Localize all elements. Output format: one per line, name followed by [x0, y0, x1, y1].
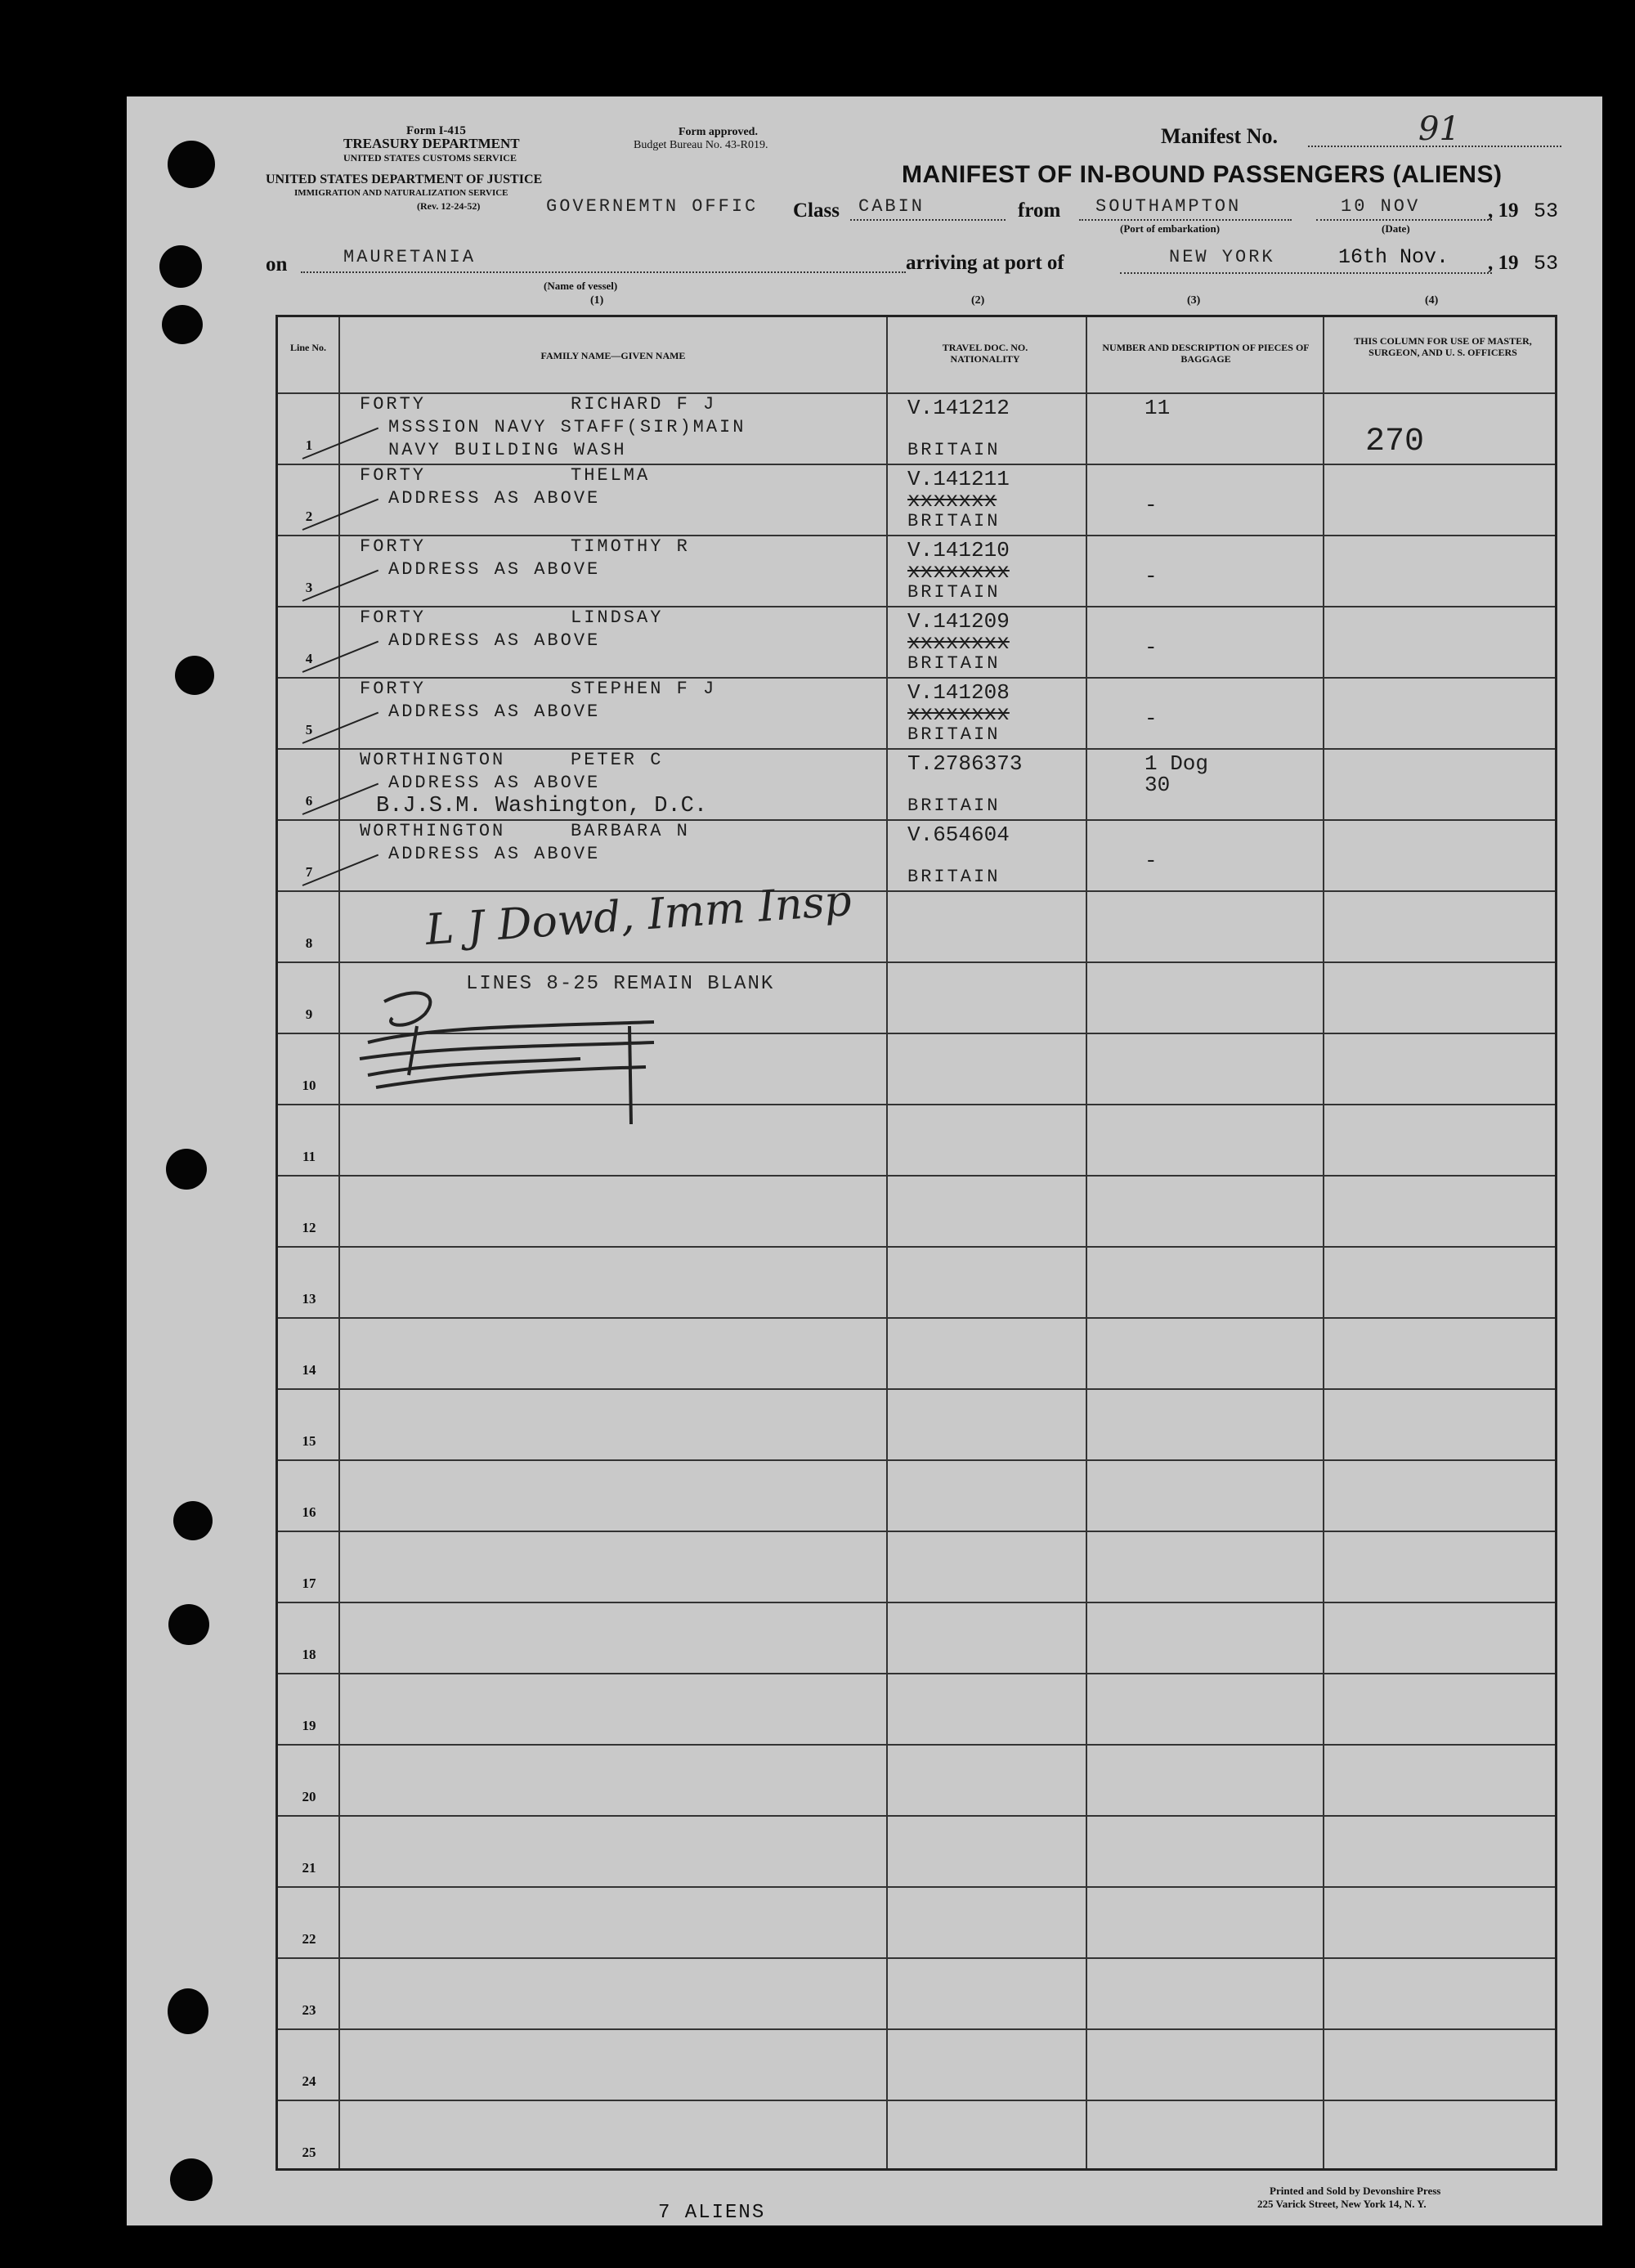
ins-service: IMMIGRATION AND NATURALIZATION SERVICE: [294, 188, 508, 198]
family-name: FORTY: [360, 394, 427, 415]
row-rule: [278, 1886, 1555, 1888]
office-field: GOVERNEMTN OFFIC: [546, 196, 759, 217]
line-number: 14: [302, 1362, 316, 1378]
officers-col-num: (4): [1425, 294, 1439, 307]
binder-hole: [162, 305, 203, 344]
manifest-no-line: [1308, 146, 1561, 147]
col-divider: [886, 317, 888, 2168]
line-number: 21: [302, 1860, 316, 1876]
date-value: 10 NOV: [1341, 196, 1421, 217]
given-name: THELMA: [571, 465, 651, 486]
nationality: BRITAIN: [907, 511, 1001, 531]
struck-doc-no: xxxxxxxx: [907, 630, 1010, 655]
travel-doc-no: V.654604: [907, 822, 1010, 847]
address-line: ADDRESS AS ABOVE: [388, 701, 601, 722]
baggage: 1 Dog: [1144, 751, 1209, 776]
line-number: 23: [302, 2002, 316, 2018]
baggage: -: [1144, 635, 1158, 660]
header-doc: TRAVEL DOC. NO. NATIONALITY: [942, 342, 1028, 365]
total-aliens: 7 ALIENS: [658, 2202, 766, 2224]
header-rule: [278, 392, 1555, 394]
line-number: 11: [302, 1149, 316, 1164]
arrival-date: 16th Nov.: [1338, 245, 1449, 269]
manifest-table: [275, 315, 1557, 2171]
baggage: -: [1144, 564, 1158, 589]
given-name: STEPHEN F J: [571, 679, 717, 699]
nationality: BRITAIN: [907, 440, 1001, 460]
doc-col-num: (2): [971, 294, 985, 307]
line-number: 16: [302, 1504, 316, 1520]
row-rule: [278, 1388, 1555, 1390]
address-line: ADDRESS AS ABOVE: [388, 630, 601, 651]
row-rule: [278, 2100, 1555, 2101]
row-rule: [278, 1602, 1555, 1603]
row-rule: [278, 1531, 1555, 1532]
row-rule: [278, 1175, 1555, 1177]
address-line: MSSSION NAVY STAFF(SIR)MAIN: [388, 417, 746, 437]
binder-hole: [168, 1604, 209, 1645]
line-number: 3: [305, 580, 313, 595]
family-name: FORTY: [360, 679, 427, 699]
line-number: 9: [305, 1006, 313, 1022]
address-line: ADDRESS AS ABOVE: [388, 773, 601, 793]
port-embark-caption: (Port of embarkation): [1120, 222, 1221, 235]
nationality: BRITAIN: [907, 653, 1001, 674]
treasury-dept: TREASURY DEPARTMENT: [343, 136, 520, 151]
line-number: 13: [302, 1291, 316, 1307]
line-number: 19: [302, 1718, 316, 1733]
row-rule: [278, 1673, 1555, 1674]
line-number: 18: [302, 1647, 316, 1662]
class-line: [850, 219, 1006, 221]
row-rule: [278, 1246, 1555, 1248]
binder-hole: [159, 245, 202, 288]
address-line-3: NAVY BUILDING WASH: [388, 440, 627, 460]
baggage: -: [1144, 849, 1158, 873]
line-number: 10: [302, 1078, 316, 1093]
line-number: 5: [305, 722, 313, 737]
given-name: LINDSAY: [571, 607, 664, 628]
address-line: ADDRESS AS ABOVE: [388, 488, 601, 509]
nationality: BRITAIN: [907, 724, 1001, 745]
vessel-col-num: (1): [590, 294, 604, 307]
class-label: Class: [793, 199, 840, 222]
manifest-no-label: Manifest No.: [1161, 124, 1278, 148]
on-label: on: [266, 253, 288, 276]
budget-bureau: Budget Bureau No. 43-R019.: [634, 139, 768, 151]
customs-service: UNITED STATES CUSTOMS SERVICE: [343, 152, 517, 164]
revision: (Rev. 12-24-52): [417, 200, 481, 212]
binder-hole: [170, 2158, 213, 2201]
address-line: ADDRESS AS ABOVE: [388, 559, 601, 580]
travel-doc-no: V.141210: [907, 538, 1010, 563]
binder-hole: [168, 141, 215, 188]
struck-doc-no: xxxxxxx: [907, 488, 997, 513]
binder-hole: [168, 1988, 208, 2034]
header-officers: THIS COLUMN FOR USE OF MASTER, SURGEON, AND U. S. OFFICERS: [1354, 335, 1532, 358]
nationality: BRITAIN: [907, 582, 1001, 603]
line-number: 2: [305, 509, 313, 524]
row-rule: [278, 535, 1555, 536]
arrival-port: NEW YORK: [1169, 247, 1275, 267]
year-prefix-2: , 19: [1488, 252, 1519, 274]
baggage: -: [1144, 493, 1158, 518]
row-rule: [278, 677, 1555, 679]
baggage-col-num: (3): [1187, 294, 1201, 307]
baggage: -: [1144, 706, 1158, 731]
vessel-name: MAURETANIA: [343, 247, 477, 267]
baggage: 11: [1144, 396, 1171, 420]
address-line-3: B.J.S.M. Washington, D.C.: [376, 794, 708, 818]
line-number: 12: [302, 1220, 316, 1235]
baggage-2: 30: [1144, 773, 1171, 797]
line-number: 20: [302, 1789, 316, 1804]
col-divider: [1086, 317, 1087, 2168]
row-rule: [278, 1459, 1555, 1461]
form-approved: Form approved.: [679, 126, 758, 138]
blank-lines-note: LINES 8-25 REMAIN BLANK: [466, 973, 775, 995]
line-number: 17: [302, 1575, 316, 1591]
row-rule: [278, 1957, 1555, 1959]
family-name: FORTY: [360, 536, 427, 557]
form-number: Form I-415: [406, 124, 466, 137]
row-rule: [278, 1815, 1555, 1817]
row-rule: [278, 606, 1555, 607]
line-number: 7: [305, 864, 313, 880]
nationality: BRITAIN: [907, 867, 1001, 887]
manifest-title: MANIFEST OF IN-BOUND PASSENGERS (ALIENS): [902, 161, 1503, 188]
travel-doc-no: V.141212: [907, 396, 1010, 420]
family-name: WORTHINGTON: [360, 821, 506, 841]
address-line: ADDRESS AS ABOVE: [388, 844, 601, 864]
vessel-caption: (Name of vessel): [544, 280, 618, 292]
line-number: 4: [305, 651, 313, 666]
printer-line-2: 225 Varick Street, New York 14, N. Y.: [1257, 2198, 1427, 2210]
arriving-label: arriving at port of: [906, 252, 1064, 274]
manifest-number: 91: [1418, 110, 1460, 148]
officer-note: 270: [1365, 424, 1425, 460]
header-line-no: Line No.: [289, 342, 326, 353]
from-label: from: [1018, 199, 1061, 222]
cancel-scribble: [335, 977, 662, 1128]
date-line: [1316, 219, 1492, 221]
inspector-signature: L J Dowd, Imm Insp: [423, 876, 853, 956]
class-value: CABIN: [858, 196, 925, 217]
year-suffix-2: 53: [1534, 252, 1559, 276]
family-name: FORTY: [360, 465, 427, 486]
date-caption: (Date): [1382, 222, 1410, 235]
line-number: 15: [302, 1433, 316, 1449]
arrival-line: [1120, 272, 1492, 274]
justice-dept: UNITED STATES DEPARTMENT OF JUSTICE: [266, 173, 543, 186]
header-baggage: NUMBER AND DESCRIPTION OF PIECES OF BAGGAGE: [1102, 342, 1310, 365]
line-number: 1: [305, 437, 313, 453]
binder-hole: [175, 656, 214, 695]
line-number: 8: [305, 935, 313, 951]
binder-hole: [173, 1501, 213, 1540]
vessel-line: [301, 271, 906, 273]
travel-doc-no: V.141209: [907, 609, 1010, 634]
row-rule: [278, 464, 1555, 465]
year-suffix-1: 53: [1534, 199, 1559, 223]
from-line: [1079, 219, 1292, 221]
col-divider: [1323, 317, 1324, 2168]
travel-doc-no: V.141211: [907, 467, 1010, 491]
header-name: FAMILY NAME—GIVEN NAME: [540, 350, 686, 361]
line-number: 22: [302, 1931, 316, 1947]
travel-doc-no: V.141208: [907, 680, 1010, 705]
row-rule: [278, 1744, 1555, 1746]
family-name: FORTY: [360, 607, 427, 628]
row-rule: [278, 2028, 1555, 2030]
row-rule: [278, 961, 1555, 963]
line-number: 24: [302, 2073, 316, 2089]
given-name: BARBARA N: [571, 821, 690, 841]
from-value: SOUTHAMPTON: [1095, 196, 1242, 217]
travel-doc-no: T.2786373: [907, 751, 1023, 776]
struck-doc-no: xxxxxxxx: [907, 701, 1010, 726]
given-name: TIMOTHY R: [571, 536, 690, 557]
row-rule: [278, 1317, 1555, 1319]
nationality: BRITAIN: [907, 796, 1001, 816]
col-divider: [338, 317, 340, 2168]
row-rule: [278, 890, 1555, 892]
printer-line-1: Printed and Sold by Devonshire Press: [1270, 2185, 1441, 2197]
line-number: 25: [302, 2145, 316, 2160]
family-name: WORTHINGTON: [360, 750, 506, 770]
struck-doc-no: xxxxxxxx: [907, 559, 1010, 584]
given-name: PETER C: [571, 750, 664, 770]
year-prefix-1: , 19: [1488, 199, 1519, 222]
binder-hole: [166, 1149, 207, 1190]
line-number: 6: [305, 793, 313, 809]
given-name: RICHARD F J: [571, 394, 717, 415]
